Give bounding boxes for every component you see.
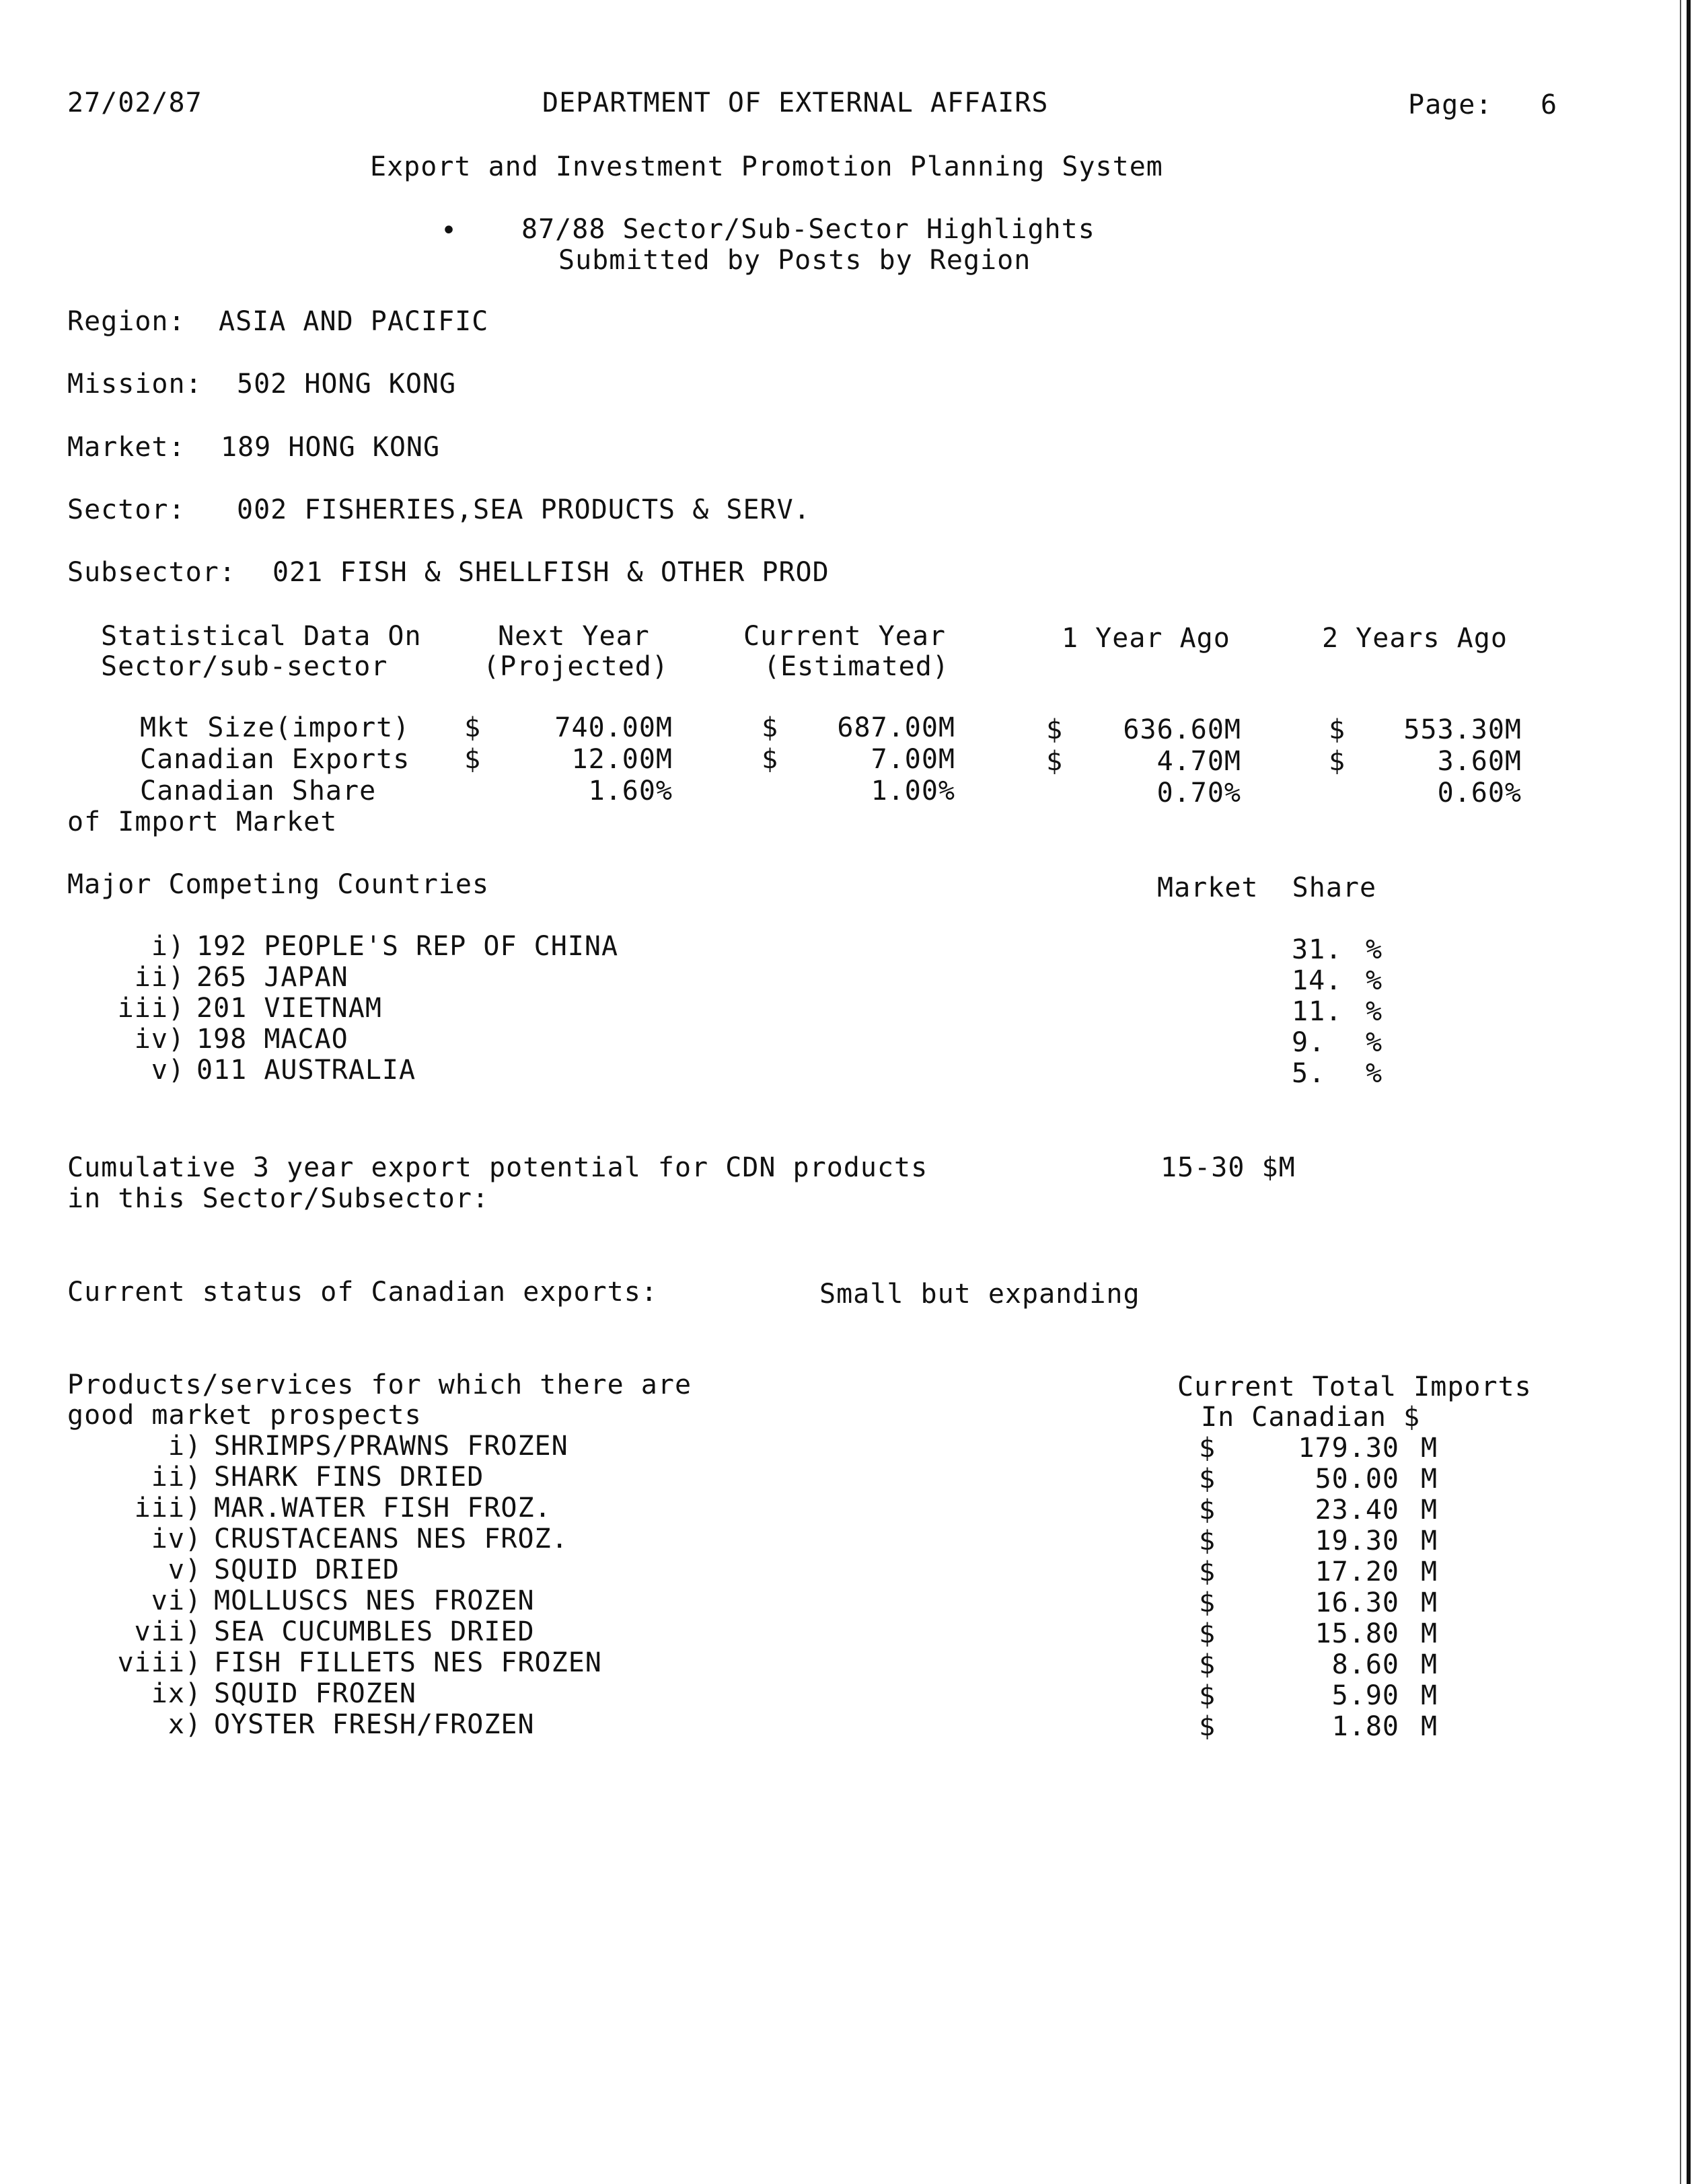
dollar-sign: $ [1329, 714, 1346, 745]
competitor-numeral: i) [151, 931, 185, 962]
dollar-sign: $ [464, 744, 482, 775]
product-numeral: iv) [151, 1523, 202, 1554]
product-name: FISH FILLETS NES FROZEN [214, 1647, 602, 1678]
stats-row-label: Canadian Exports [140, 744, 410, 775]
percent-sign: % [1366, 996, 1383, 1027]
unit-label: M [1421, 1587, 1438, 1618]
report-date: 27/02/87 [67, 87, 202, 118]
page-edge-rule [1687, 0, 1691, 2184]
dollar-sign: $ [1199, 1433, 1216, 1464]
subsector-value: 021 FISH & SHELLFISH & OTHER PROD [272, 557, 829, 588]
product-numeral: x) [168, 1709, 202, 1740]
stats-two-years-ago-value: 553.30M [1403, 714, 1522, 745]
unit-label: M [1421, 1680, 1438, 1711]
product-numeral: viii) [117, 1647, 202, 1678]
product-numeral: ii) [151, 1462, 202, 1493]
product-numeral: vii) [134, 1616, 202, 1647]
product-name: CRUSTACEANS NES FROZ. [214, 1523, 568, 1554]
potential-line1: Cumulative 3 year export potential for CDN products [67, 1152, 928, 1183]
bullet-dot: • [441, 215, 458, 246]
product-numeral: v) [168, 1554, 202, 1585]
market-label: Market: [67, 432, 186, 463]
product-import-value: 23.40 [1315, 1495, 1399, 1526]
product-numeral: iii) [134, 1493, 202, 1523]
stats-current-year-value: 1.00% [871, 776, 955, 806]
competitor-numeral: iv) [134, 1024, 185, 1055]
product-numeral: vi) [151, 1585, 202, 1616]
dollar-sign: $ [1329, 746, 1346, 777]
page-number: 6 [1541, 89, 1558, 120]
stats-current-year-value: 7.00M [871, 744, 955, 775]
unit-label: M [1421, 1526, 1438, 1556]
dollar-sign: $ [1199, 1649, 1216, 1680]
product-name: SEA CUCUMBLES DRIED [214, 1616, 535, 1647]
percent-sign: % [1366, 1058, 1383, 1089]
competitor-share: 14. [1292, 965, 1343, 996]
region-label: Region: [67, 306, 186, 337]
product-name: MAR.WATER FISH FROZ. [214, 1493, 552, 1523]
competitor-numeral: iii) [117, 993, 185, 1024]
products-title-line2: good market prospects [67, 1400, 422, 1431]
region-value: ASIA AND PACIFIC [219, 306, 489, 337]
product-name: SQUID FROZEN [214, 1678, 416, 1709]
unit-label: M [1421, 1618, 1438, 1649]
stats-col0-header-line1: Statistical Data On [101, 621, 422, 652]
stats-next-year-value: 12.00M [571, 744, 673, 775]
stats-one-year-ago-value: 4.70M [1156, 746, 1241, 777]
competitor-share: 31. [1292, 934, 1343, 965]
product-import-value: 16.30 [1315, 1587, 1399, 1618]
product-import-value: 50.00 [1315, 1464, 1399, 1495]
dollar-sign: $ [1199, 1587, 1216, 1618]
dollar-sign: $ [464, 712, 482, 743]
product-name: MOLLUSCS NES FROZEN [214, 1585, 535, 1616]
mission-label: Mission: [67, 369, 202, 400]
report-title: 87/88 Sector/Sub-Sector Highlights [521, 214, 1095, 245]
sector-label: Sector: [67, 494, 186, 525]
dollar-sign: $ [1199, 1618, 1216, 1649]
dollar-sign: $ [1199, 1556, 1216, 1587]
dollar-sign: $ [762, 744, 779, 775]
stats-two-years-ago-value: 0.60% [1437, 778, 1522, 808]
product-name: OYSTER FRESH/FROZEN [214, 1709, 535, 1740]
stats-two-years-ago-value: 3.60M [1437, 746, 1522, 777]
percent-sign: % [1366, 1027, 1383, 1058]
stats-row-label: Mkt Size(import) [140, 712, 410, 743]
dollar-sign: $ [1199, 1526, 1216, 1556]
percent-sign: % [1366, 934, 1383, 965]
unit-label: M [1421, 1464, 1438, 1495]
competitor-share: 9. [1292, 1027, 1326, 1058]
subsector-label: Subsector: [67, 557, 236, 588]
stats-current-year-value: 687.00M [837, 712, 955, 743]
unit-label: M [1421, 1711, 1438, 1742]
dollar-sign: $ [762, 712, 779, 743]
page-label: Page: [1408, 89, 1493, 120]
product-import-value: 17.20 [1315, 1556, 1399, 1587]
stats-col2-header-line1: Current Year [743, 621, 946, 652]
product-import-value: 19.30 [1315, 1526, 1399, 1556]
dollar-sign: $ [1046, 714, 1064, 745]
product-import-value: 1.80 [1331, 1711, 1399, 1742]
stats-one-year-ago-value: 636.60M [1123, 714, 1241, 745]
product-import-value: 179.30 [1298, 1433, 1399, 1464]
status-label: Current status of Canadian exports: [67, 1277, 658, 1308]
potential-line2: in this Sector/Subsector: [67, 1183, 490, 1214]
stats-next-year-value: 740.00M [554, 712, 673, 743]
competitors-title: Major Competing Countries [67, 869, 490, 900]
status-value: Small but expanding [819, 1279, 1140, 1310]
dollar-sign: $ [1199, 1464, 1216, 1495]
stats-col2-header-line2: (Estimated) [764, 651, 949, 682]
system-title: Export and Investment Promotion Planning System [370, 151, 1163, 182]
percent-sign: % [1366, 965, 1383, 996]
stats-col1-header-line2: (Projected) [483, 651, 669, 682]
product-numeral: i) [168, 1431, 202, 1462]
stats-col1-header-line1: Next Year [498, 621, 650, 652]
sector-value: 002 FISHERIES,SEA PRODUCTS & SERV. [237, 494, 811, 525]
stats-row-label-continued: of Import Market [67, 806, 338, 837]
competitor-name: 192 PEOPLE'S REP OF CHINA [196, 931, 619, 962]
imports-header-line2: In Canadian $ [1201, 1402, 1421, 1433]
dollar-sign: $ [1199, 1680, 1216, 1711]
product-import-value: 15.80 [1315, 1618, 1399, 1649]
competitor-share: 11. [1292, 996, 1343, 1027]
stats-col4-header: 2 Years Ago [1322, 623, 1508, 654]
market-share-header: Market Share [1157, 872, 1377, 903]
competitor-name: 011 AUSTRALIA [196, 1055, 416, 1086]
competitor-numeral: ii) [134, 962, 185, 993]
market-value: 189 HONG KONG [221, 432, 441, 463]
competitor-numeral: v) [151, 1055, 185, 1086]
competitor-name: 201 VIETNAM [196, 993, 382, 1024]
stats-row-label: Canadian Share [140, 776, 377, 806]
product-import-value: 5.90 [1331, 1680, 1399, 1711]
dollar-sign: $ [1199, 1495, 1216, 1526]
product-import-value: 8.60 [1331, 1649, 1399, 1680]
mission-value: 502 HONG KONG [237, 369, 457, 400]
page-edge-rule-inner [1680, 0, 1681, 2184]
stats-next-year-value: 1.60% [588, 776, 673, 806]
unit-label: M [1421, 1433, 1438, 1464]
report-subtitle: Submitted by Posts by Region [558, 245, 1031, 276]
dollar-sign: $ [1046, 746, 1064, 777]
product-numeral: ix) [151, 1678, 202, 1709]
competitor-share: 5. [1292, 1058, 1326, 1089]
products-title-line1: Products/services for which there are [67, 1369, 692, 1400]
unit-label: M [1421, 1649, 1438, 1680]
department-name: DEPARTMENT OF EXTERNAL AFFAIRS [542, 87, 1049, 118]
unit-label: M [1421, 1556, 1438, 1587]
stats-one-year-ago-value: 0.70% [1156, 778, 1241, 808]
imports-header-line1: Current Total Imports [1177, 1371, 1532, 1402]
product-name: SQUID DRIED [214, 1554, 400, 1585]
unit-label: M [1421, 1495, 1438, 1526]
stats-col0-header-line2: Sector/sub-sector [101, 651, 388, 682]
potential-value: 15-30 $M [1160, 1152, 1296, 1183]
competitor-name: 198 MACAO [196, 1024, 348, 1055]
dollar-sign: $ [1199, 1711, 1216, 1742]
product-name: SHARK FINS DRIED [214, 1462, 484, 1493]
competitor-name: 265 JAPAN [196, 962, 348, 993]
product-name: SHRIMPS/PRAWNS FROZEN [214, 1431, 568, 1462]
stats-col3-header: 1 Year Ago [1062, 623, 1230, 654]
